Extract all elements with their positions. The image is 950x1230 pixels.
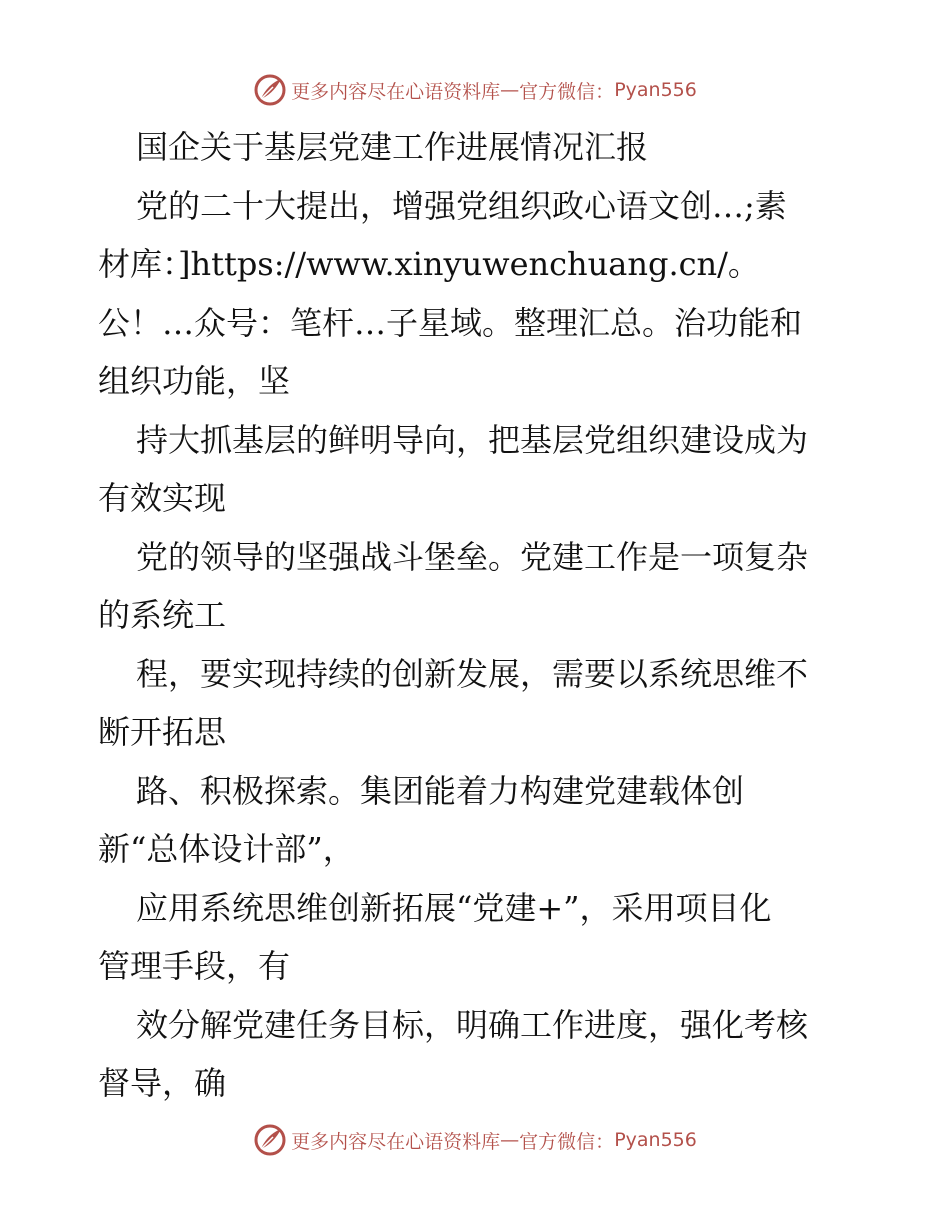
banner-wechat-id: Pyan556 <box>614 1129 697 1151</box>
banner-wechat-id: Pyan556 <box>614 79 697 101</box>
document-title: 国企关于基层党建工作进展情况汇报 <box>136 128 649 166</box>
header-banner <box>0 70 950 110</box>
paragraph-line: 党的二十大提出，增强党组织政心语文创…;素 <box>136 186 787 225</box>
banner-text: 更多内容尽在心语资料库 <box>291 1130 501 1153</box>
paragraph-line: 组织功能，坚 <box>98 362 291 400</box>
paragraph-line: 材库：]https://www.xinyuwenchuang.cn/。 <box>98 245 760 283</box>
paragraph-line: 管理手段，有 <box>98 947 291 985</box>
banner-text: 更多内容尽在心语资料库 <box>291 80 501 103</box>
paragraph-line: 督导，确 <box>98 1064 227 1102</box>
document-body <box>98 118 858 1113</box>
paragraph-line: 党的领导的坚强战斗堡垒。党建工作是一项复杂 <box>136 537 809 576</box>
banner-wechat-label: 官方微信： <box>519 80 615 103</box>
paragraph-line: 应用系统思维创新拓展“党建+”，采用项目化 <box>136 888 772 927</box>
paragraph-line: 公！…众号：笔杆…子星域。整理汇总。治功能和 <box>98 303 803 342</box>
paragraph-line: 断开拓思 <box>98 713 227 751</box>
banner-wechat-label: 官方微信： <box>519 1130 615 1153</box>
paragraph-line: 效分解党建任务目标，明确工作进度，强化考核 <box>136 1005 809 1044</box>
paragraph-line: 的系统工 <box>98 596 227 634</box>
banner-dash: — <box>500 79 520 101</box>
paragraph-line: 持大抓基层的鲜明导向，把基层党组织建设成为 <box>136 420 809 459</box>
footer-banner <box>0 1120 950 1160</box>
paragraph-line: 程，要实现持续的创新发展，需要以系统思维不 <box>136 654 809 693</box>
feather-pen-icon <box>253 1123 287 1157</box>
paragraph-line: 路、积极探索。集团能着力构建党建载体创 <box>136 771 745 810</box>
paragraph-line: 有效实现 <box>98 479 227 517</box>
paragraph-line: 新“总体设计部”， <box>98 830 355 868</box>
feather-pen-icon <box>253 73 287 107</box>
banner-dash: — <box>500 1129 520 1151</box>
